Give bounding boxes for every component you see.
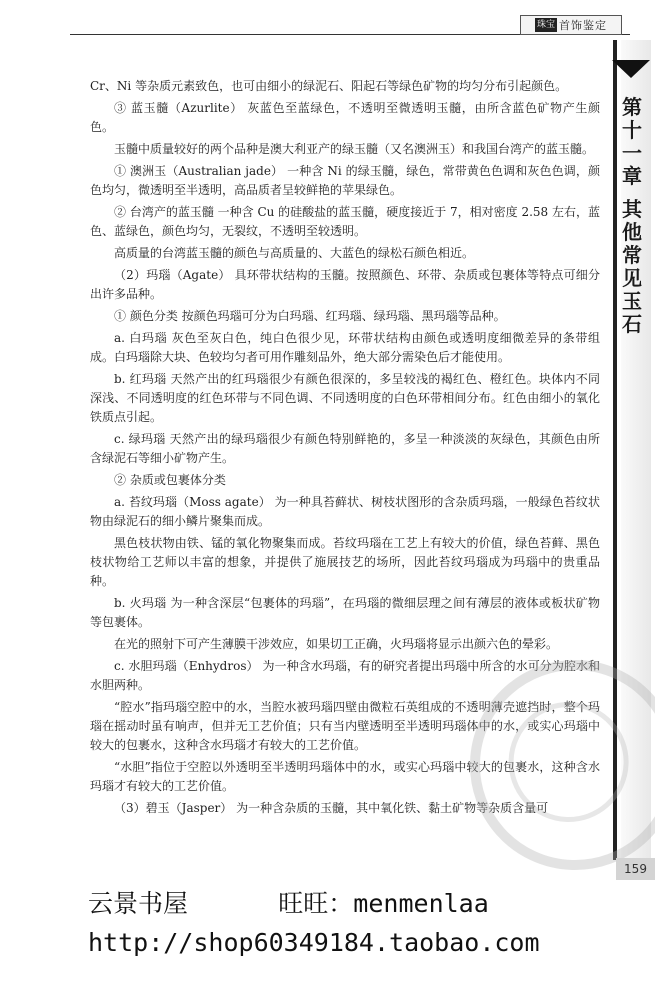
paragraph: ② 台湾产的蓝玉髓 一种含 Cu 的硅酸盐的蓝玉髓，硬度接近于 7，相对密度 2.58 左右，蓝色、蓝绿色，颜色均匀，无裂纹，不透明至较透明。 (90, 205, 600, 238)
paragraph: ① 颜色分类 按颜色玛瑙可分为白玛瑙、红玛瑙、绿玛瑙、黑玛瑙等品种。 (114, 309, 506, 323)
paragraph: a. 苔纹玛瑙（Moss agate） 为一种具苔藓状、树枝状图形的含杂质玛瑙，一般绿色苔纹状物由绿泥石的细小鳞片聚集而成。 (90, 495, 600, 528)
paragraph: a. 白玛瑙 灰色至灰白色，纯白色很少见，环带状结构由颜色或透明度细微差异的条带组成。白玛瑙除大块、色较均匀者可用作雕刻品外，绝大部分需染色后才能使用。 (90, 331, 600, 364)
paragraph: ② 杂质或包裹体分类 (114, 473, 226, 487)
paragraph: （2）玛瑙（Agate） 具环带状结构的玉髓。按照颜色、环带、杂质或包裹体等特点可细分出许多品种。 (90, 268, 600, 301)
paragraph: c. 绿玛瑙 天然产出的绿玛瑙很少有颜色特别鲜艳的，多呈一种淡淡的灰绿色，其颜色由所含绿泥石等细小矿物产生。 (90, 432, 600, 465)
chapter-side-tab (619, 96, 645, 336)
shop-watermark-url: http://shop60349184.taobao.com (88, 928, 540, 957)
side-tab-bar (613, 40, 617, 860)
header-badge: 珠宝 (536, 20, 555, 30)
paragraph: 玉髓中质量较好的两个品种是澳大利亚产的绿玉髓（又名澳洲玉）和我国台湾产的蓝玉髓。 (114, 142, 595, 156)
running-header (520, 15, 622, 35)
triangle-marker-icon (612, 60, 650, 78)
page-number-box (616, 858, 655, 880)
paragraph: 黑色枝状物由铁、锰的氧化物聚集而成。苔纹玛瑙在工艺上有较大的价值，绿色苔藓、黑色枝状物给工艺师以丰富的想象，并提供了施展技艺的场所，因此苔纹玛瑙成为玛瑙中的贵重品种。 (90, 536, 600, 588)
chapter-number: 第十一章 (622, 95, 642, 188)
chapter-title: 其他常见玉石 (622, 197, 642, 336)
page-number: 159 (624, 862, 647, 876)
paragraph: c. 水胆玛瑙（Enhydros） 为一种含水玛瑙，有的研究者提出玛瑙中所含的水可分为腔水和水胆两种。 (90, 659, 600, 692)
paragraph: b. 火玛瑙 为一种含深层“包裹体的玛瑙”，在玛瑙的微细层理之间有薄层的液体或板状矿物等包裹体。 (90, 596, 600, 629)
paragraph: “水胆”指位于空腔以外透明至半透明玛瑙体中的水，或实心玛瑙中较大的包裹水，这种含水玛瑙才有较大的工艺价值。 (90, 760, 600, 793)
shop-watermark-name: 云景书屋 旺旺：menmenlaa (88, 889, 489, 918)
paragraph: ③ 蓝玉髓（Azurlite） 灰蓝色至蓝绿色，不透明至微透明玉髓，由所含蓝色矿物产生颜色。 (90, 101, 600, 134)
paragraph: Cr、Ni 等杂质元素致色，也可由细小的绿泥石、阳起石等绿色矿物的均匀分布引起颜色。 (90, 79, 568, 93)
header-title: 首饰鉴定 (559, 19, 607, 32)
paragraph: （3）碧玉（Jasper） 为一种含杂质的玉髓，其中氧化铁、黏土矿物等杂质含量可 (114, 801, 549, 815)
paragraph: 在光的照射下可产生薄膜干涉效应，如果切工正确，火玛瑙将显示出颜六色的晕彩。 (114, 637, 559, 651)
body-text (90, 77, 600, 821)
paragraph: “腔水”指玛瑙空腔中的水，当腔水被玛瑙四壁由微粒石英组成的不透明薄壳遮挡时，整个玛瑙在摇动时虽有响声，但并无工艺价值；只有当内壁透明至半透明玛瑙体中的水，或实心玛瑙中较大的包裹水，这种含水玛瑙才有较大的工艺价值。 (90, 700, 600, 752)
paragraph: ① 澳洲玉（Australian jade） 一种含 Ni 的绿玉髓，绿色，常带黄色色调和灰色色调，颜色均匀，微透明至半透明，高品质者呈较鲜艳的苹果绿色。 (90, 164, 600, 197)
paragraph: 高质量的台湾蓝玉髓的颜色与高质量的、大蓝色的绿松石颜色相近。 (114, 246, 475, 260)
paragraph: b. 红玛瑙 天然产出的红玛瑙很少有颜色很深的，多呈较浅的褐红色、橙红色。块体内不同深浅、不同透明度的红色环带与不同色调、不同透明度的白色环带相间分布。红色由细小的氧化铁质点引起。 (90, 372, 600, 424)
